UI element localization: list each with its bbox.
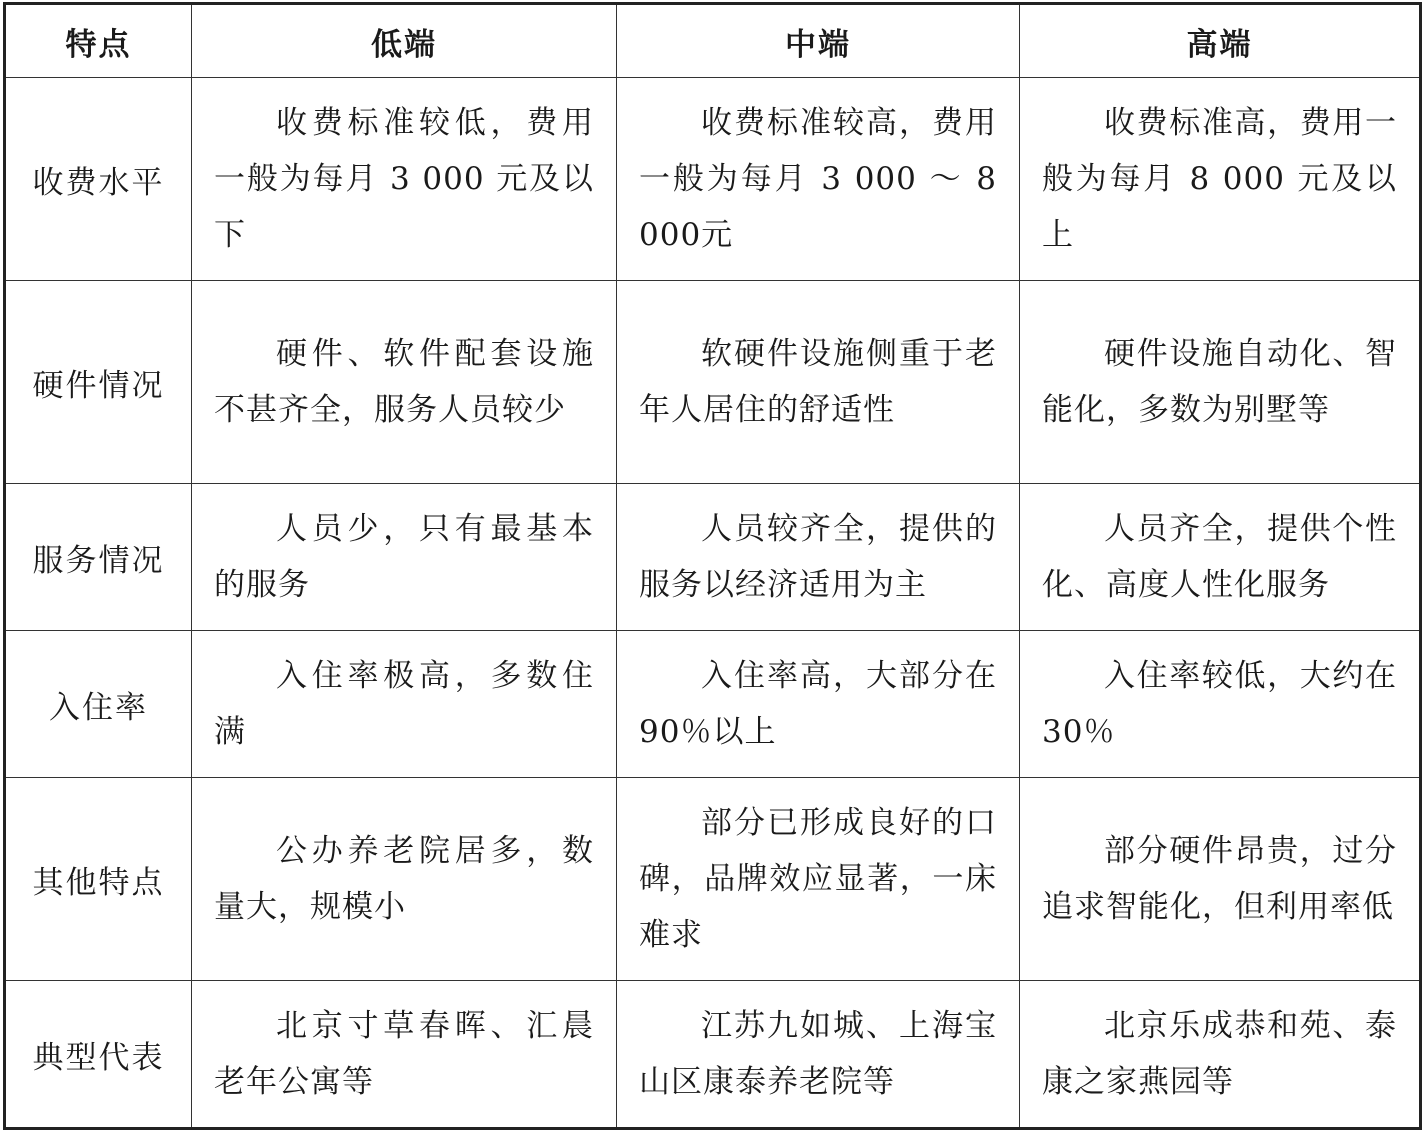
header-row	[5, 4, 1421, 78]
table-row	[5, 631, 1421, 778]
row-label-fee-level: 收费水平	[5, 78, 192, 281]
cell-fee-high: 收费标准高，费用一般为每月 8 000 元及以上	[1020, 78, 1421, 281]
header-mid-range: 中端	[617, 4, 1020, 78]
cell-hardware-low: 硬件、软件配套设施不甚齐全，服务人员较少	[192, 281, 617, 484]
header-feature: 特点	[5, 4, 192, 78]
cell-fee-low: 收费标准较低，费用一般为每月 3 000 元及以下	[192, 78, 617, 281]
cell-service-mid: 人员较齐全，提供的服务以经济适用为主	[617, 484, 1020, 631]
cell-hardware-high: 硬件设施自动化、智能化，多数为别墅等	[1020, 281, 1421, 484]
table-row	[5, 281, 1421, 484]
row-label-occupancy: 入住率	[5, 631, 192, 778]
header-high-end: 高端	[1020, 4, 1421, 78]
cell-occupancy-mid: 入住率高，大部分在90％以上	[617, 631, 1020, 778]
row-label-other-features: 其他特点	[5, 778, 192, 981]
cell-service-low: 人员少，只有最基本的服务	[192, 484, 617, 631]
row-label-service: 服务情况	[5, 484, 192, 631]
row-label-hardware: 硬件情况	[5, 281, 192, 484]
table-row	[5, 78, 1421, 281]
cell-other-mid: 部分已形成良好的口碑，品牌效应显著，一床难求	[617, 778, 1020, 981]
cell-fee-mid: 收费标准较高，费用一般为每月 3 000 ～ 8 000元	[617, 78, 1020, 281]
header-low-end: 低端	[192, 4, 617, 78]
cell-other-high: 部分硬件昂贵，过分追求智能化，但利用率低	[1020, 778, 1421, 981]
cell-hardware-mid: 软硬件设施侧重于老年人居住的舒适性	[617, 281, 1020, 484]
cell-representatives-low: 北京寸草春晖、汇晨老年公寓等	[192, 981, 617, 1129]
cell-representatives-high: 北京乐成恭和苑、泰康之家燕园等	[1020, 981, 1421, 1129]
table-row	[5, 981, 1421, 1129]
comparison-table	[3, 2, 1422, 1130]
cell-occupancy-low: 入住率极高，多数住满	[192, 631, 617, 778]
cell-service-high: 人员齐全，提供个性化、高度人性化服务	[1020, 484, 1421, 631]
table-row	[5, 778, 1421, 981]
cell-other-low: 公办养老院居多，数量大，规模小	[192, 778, 617, 981]
cell-representatives-mid: 江苏九如城、上海宝山区康泰养老院等	[617, 981, 1020, 1129]
table-row	[5, 484, 1421, 631]
row-label-representatives: 典型代表	[5, 981, 192, 1129]
cell-occupancy-high: 入住率较低，大约在 30％	[1020, 631, 1421, 778]
